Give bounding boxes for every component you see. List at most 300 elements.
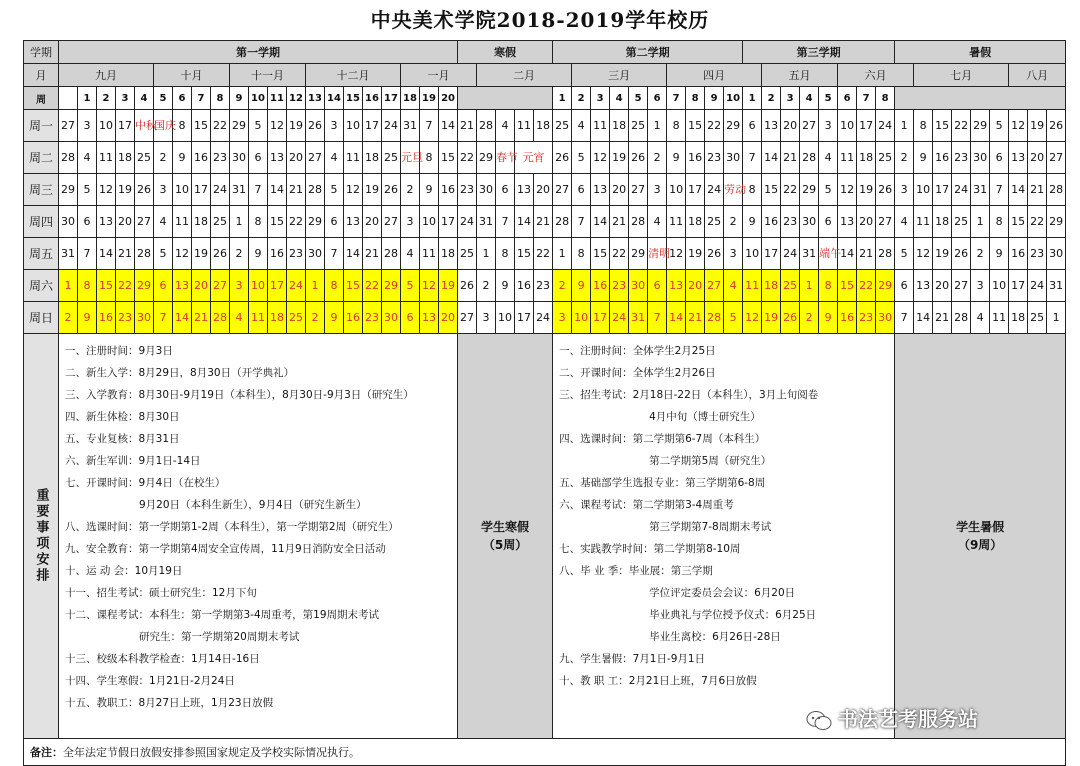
- day-cell: 18: [192, 206, 211, 238]
- day-cell: 22: [781, 174, 800, 206]
- day-cell: 2: [477, 270, 496, 302]
- day-cell: 14: [914, 302, 933, 334]
- day-cell: 9: [667, 142, 686, 174]
- month-header-row: [24, 64, 1066, 87]
- day-cell: 23: [857, 302, 876, 334]
- winter-vacation-note: [458, 334, 553, 739]
- month-may: 五月: [762, 64, 838, 87]
- summer-title: 学生暑假: [956, 520, 1005, 534]
- summer-vacation-note: [895, 334, 1066, 739]
- day-cell: 22: [857, 270, 876, 302]
- day-cell: 6: [990, 142, 1009, 174]
- day-cell: 15: [515, 238, 534, 270]
- day-cell: 27: [952, 270, 971, 302]
- week-number: 1: [553, 87, 572, 110]
- day-cell: 24: [534, 302, 553, 334]
- day-cell: 26: [1047, 110, 1066, 142]
- week-number: 4: [610, 87, 629, 110]
- day-cell: 9: [173, 142, 192, 174]
- day-cell: 13: [838, 206, 857, 238]
- week-number: 17: [382, 87, 401, 110]
- week-number: 2: [97, 87, 116, 110]
- month-aug: 八月: [1009, 64, 1066, 87]
- note-line: 9月20日（本科生新生），9月4日（研究生新生）: [139, 499, 367, 511]
- day-cell: 5: [990, 110, 1009, 142]
- week-number: 5: [819, 87, 838, 110]
- holiday-cell: 国庆: [154, 110, 173, 142]
- day-cell: 3: [895, 174, 914, 206]
- day-cell: 13: [762, 110, 781, 142]
- day-cell: 15: [192, 110, 211, 142]
- day-cell: 1: [306, 270, 325, 302]
- day-cell: 7: [990, 174, 1009, 206]
- day-cell: 26: [781, 302, 800, 334]
- day-cell: 25: [781, 270, 800, 302]
- day-cell: 27: [800, 110, 819, 142]
- day-cell: 20: [116, 206, 135, 238]
- day-cell: 5: [249, 110, 268, 142]
- week-number: 1: [78, 87, 97, 110]
- day-cell: 28: [553, 206, 572, 238]
- day-cell: 28: [800, 142, 819, 174]
- day-cell: 26: [705, 238, 724, 270]
- day-cell: 1: [971, 206, 990, 238]
- note-line: 毕业生离校：6月26日-28日: [649, 631, 781, 643]
- week-number: 13: [306, 87, 325, 110]
- day-cell: 30: [1047, 238, 1066, 270]
- day-cell: 11: [420, 238, 439, 270]
- day-cell: 30: [629, 270, 648, 302]
- weekday-label: 周日: [24, 302, 59, 334]
- day-cell: 8: [914, 110, 933, 142]
- holiday-cell: 劳动: [724, 174, 743, 206]
- day-cell: 28: [629, 206, 648, 238]
- week-number: 20: [439, 87, 458, 110]
- day-cell: 3: [325, 110, 344, 142]
- month-jul: 七月: [914, 64, 1009, 87]
- note-line: 一、注册时间：全体学生2月25日: [559, 345, 716, 357]
- day-cell: 24: [610, 302, 629, 334]
- day-cell: 26: [553, 142, 572, 174]
- day-cell: 14: [439, 110, 458, 142]
- day-cell: 28: [705, 302, 724, 334]
- day-cell: 20: [534, 174, 553, 206]
- day-cell: 29: [477, 142, 496, 174]
- day-cell: 16: [97, 302, 116, 334]
- page-title: 中央美术学院2018-2019学年校历: [370, 8, 710, 32]
- note-line: 五、专业复核：8月31日: [65, 433, 180, 445]
- day-cell: 30: [382, 302, 401, 334]
- day-cell: 7: [572, 206, 591, 238]
- day-cell: 31: [230, 174, 249, 206]
- day-cell: 21: [363, 238, 382, 270]
- month-jan: 一月: [401, 64, 477, 87]
- day-cell: 26: [458, 270, 477, 302]
- day-cell: 2: [553, 270, 572, 302]
- day-cell: 2: [724, 206, 743, 238]
- day-cell: 4: [325, 142, 344, 174]
- day-cell: 17: [933, 174, 952, 206]
- day-cell: 29: [230, 110, 249, 142]
- day-cell: 23: [952, 142, 971, 174]
- day-cell: 18: [363, 142, 382, 174]
- note-line: 一、注册时间：9月3日: [65, 345, 173, 357]
- day-cell: 27: [876, 206, 895, 238]
- day-cell: 25: [553, 110, 572, 142]
- month-oct: 十月: [154, 64, 230, 87]
- day-cell: 30: [800, 206, 819, 238]
- day-cell: 29: [800, 174, 819, 206]
- day-cell: 21: [116, 238, 135, 270]
- day-cell: 18: [686, 206, 705, 238]
- day-cell: 18: [439, 238, 458, 270]
- day-cell: 16: [439, 174, 458, 206]
- term3-header: 第三学期: [743, 41, 895, 64]
- day-cell: 5: [154, 238, 173, 270]
- day-cell: 9: [496, 270, 515, 302]
- day-cell: 4: [230, 302, 249, 334]
- day-cell: 19: [857, 174, 876, 206]
- day-cell: 28: [306, 174, 325, 206]
- day-cell: 28: [59, 142, 78, 174]
- day-cell: 20: [857, 206, 876, 238]
- week-number: 7: [857, 87, 876, 110]
- note-line: 八、选课时间：第一学期第1-2周（本科生），第一学期第2周（研究生）: [65, 521, 399, 533]
- day-cell: 25: [1028, 302, 1047, 334]
- day-cell: 12: [420, 270, 439, 302]
- day-cell: 22: [458, 142, 477, 174]
- month-nov: 十一月: [230, 64, 306, 87]
- month-apr: 四月: [667, 64, 762, 87]
- day-cell: 31: [477, 206, 496, 238]
- note-line: 4月中旬（博士研究生）: [649, 411, 761, 423]
- day-cell: 8: [572, 238, 591, 270]
- day-cell: 11: [990, 302, 1009, 334]
- watermark-text: 书法艺考服务站: [838, 707, 978, 731]
- note-line: 学位评定委员会会议：6月20日: [649, 587, 796, 599]
- day-cell: 7: [895, 302, 914, 334]
- week-lead-blank: [59, 87, 78, 110]
- day-cell: 4: [724, 270, 743, 302]
- day-cell: 28: [952, 302, 971, 334]
- day-cell: 26: [135, 174, 154, 206]
- note-line: 十一、招生考试：硕士研究生：12月下旬: [65, 587, 257, 599]
- month-jun: 六月: [838, 64, 914, 87]
- day-cell: 18: [1009, 302, 1028, 334]
- day-cell: 27: [629, 174, 648, 206]
- day-cell: 4: [895, 206, 914, 238]
- day-cell: 29: [306, 206, 325, 238]
- day-cell: 19: [439, 270, 458, 302]
- day-cell: 12: [838, 174, 857, 206]
- note-line: 三、入学教育：8月30日-9月19日（本科生），8月30日-9月3日（研究生）: [65, 389, 414, 401]
- day-cell: 29: [135, 270, 154, 302]
- day-cell: 11: [838, 142, 857, 174]
- day-cell: 10: [743, 238, 762, 270]
- day-cell: 11: [591, 110, 610, 142]
- day-cell: 8: [990, 206, 1009, 238]
- day-cell: 24: [458, 206, 477, 238]
- day-cell: 21: [534, 206, 553, 238]
- day-cell: 23: [705, 142, 724, 174]
- footer-note: [24, 739, 1066, 766]
- day-cell: 17: [515, 302, 534, 334]
- day-cell: 7: [78, 238, 97, 270]
- note-line: 四、新生体检：8月30日: [65, 411, 180, 423]
- day-cell: 19: [287, 110, 306, 142]
- day-cell: 11: [249, 302, 268, 334]
- day-cell: 16: [838, 302, 857, 334]
- footer-row: [24, 739, 1066, 766]
- day-cell: 23: [363, 302, 382, 334]
- day-cell: 4: [401, 238, 420, 270]
- day-cell: 15: [838, 270, 857, 302]
- day-cell: 30: [59, 206, 78, 238]
- day-cell: 1: [230, 206, 249, 238]
- day-cell: 2: [971, 238, 990, 270]
- day-cell: 28: [135, 238, 154, 270]
- day-cell: 9: [78, 302, 97, 334]
- day-cell: 19: [686, 238, 705, 270]
- note-line: 九、学生暑假：7月1日-9月1日: [559, 653, 706, 665]
- day-cell: 12: [1009, 110, 1028, 142]
- day-cell: 19: [192, 238, 211, 270]
- summer-week-blank: [895, 87, 1066, 110]
- day-cell: 2: [154, 142, 173, 174]
- week-number: 6: [648, 87, 667, 110]
- day-cell: 18: [116, 142, 135, 174]
- day-cell: 17: [686, 174, 705, 206]
- day-cell: 1: [477, 238, 496, 270]
- day-cell: 6: [819, 206, 838, 238]
- day-rows: [24, 110, 1066, 334]
- day-cell: 25: [211, 206, 230, 238]
- day-row: [24, 110, 1066, 142]
- day-cell: 15: [762, 174, 781, 206]
- day-cell: 6: [572, 174, 591, 206]
- day-cell: 10: [496, 302, 515, 334]
- day-cell: 25: [705, 206, 724, 238]
- day-cell: 9: [819, 302, 838, 334]
- day-cell: 28: [1047, 174, 1066, 206]
- day-cell: 8: [325, 270, 344, 302]
- day-cell: 12: [97, 174, 116, 206]
- day-cell: 13: [420, 302, 439, 334]
- day-cell: 5: [819, 174, 838, 206]
- day-cell: 6: [496, 174, 515, 206]
- day-cell: 20: [933, 270, 952, 302]
- day-cell: 1: [800, 270, 819, 302]
- day-cell: 7: [249, 174, 268, 206]
- day-cell: 29: [59, 174, 78, 206]
- day-cell: 14: [344, 238, 363, 270]
- day-cell: 31: [629, 302, 648, 334]
- day-cell: 13: [268, 142, 287, 174]
- day-cell: 2: [59, 302, 78, 334]
- winter-weeks: （5周）: [482, 538, 528, 552]
- day-cell: 11: [173, 206, 192, 238]
- day-cell: 26: [306, 110, 325, 142]
- day-cell: 21: [686, 302, 705, 334]
- note-line: 毕业典礼与学位授予仪式：6月25日: [649, 609, 817, 621]
- term2-term3-notes: [553, 334, 895, 739]
- day-cell: 7: [420, 110, 439, 142]
- day-cell: 12: [344, 174, 363, 206]
- day-cell: 15: [268, 206, 287, 238]
- day-cell: 14: [762, 142, 781, 174]
- day-cell: 11: [344, 142, 363, 174]
- footer-text: 全年法定节假日放假安排参照国家规定及学校实际情况执行。: [63, 746, 360, 759]
- summer-header: 暑假: [895, 41, 1066, 64]
- day-cell: 28: [477, 110, 496, 142]
- holiday-cell: 清明: [648, 238, 667, 270]
- day-cell: 20: [610, 174, 629, 206]
- day-cell: 8: [667, 110, 686, 142]
- day-cell: 24: [781, 238, 800, 270]
- day-cell: 10: [249, 270, 268, 302]
- day-cell: 17: [268, 270, 287, 302]
- day-cell: 25: [287, 302, 306, 334]
- week-number: 7: [667, 87, 686, 110]
- week-number: 3: [116, 87, 135, 110]
- day-cell: 24: [1028, 270, 1047, 302]
- day-cell: 24: [952, 174, 971, 206]
- day-cell: 9: [743, 206, 762, 238]
- day-cell: 30: [477, 174, 496, 206]
- day-cell: 14: [591, 206, 610, 238]
- note-line: 二、新生入学：8月29日，8月30日（开学典礼）: [65, 367, 295, 379]
- month-dec: 十二月: [306, 64, 401, 87]
- day-cell: 17: [857, 110, 876, 142]
- day-cell: 17: [363, 110, 382, 142]
- day-cell: 27: [553, 174, 572, 206]
- day-cell: 16: [591, 270, 610, 302]
- day-cell: 20: [287, 142, 306, 174]
- day-cell: 16: [686, 142, 705, 174]
- day-cell: 10: [344, 110, 363, 142]
- week-number: 5: [629, 87, 648, 110]
- day-row: [24, 238, 1066, 270]
- xueqi-label: 学期: [24, 41, 59, 64]
- day-cell: 30: [876, 302, 895, 334]
- weekday-label: 周二: [24, 142, 59, 174]
- week-number: 15: [344, 87, 363, 110]
- day-cell: 24: [287, 270, 306, 302]
- day-cell: 2: [648, 142, 667, 174]
- note-line: 十、运 动 会：10月19日: [65, 565, 183, 577]
- day-cell: 9: [325, 302, 344, 334]
- day-cell: 23: [781, 206, 800, 238]
- day-cell: 4: [572, 110, 591, 142]
- day-cell: 22: [534, 238, 553, 270]
- day-cell: 16: [762, 206, 781, 238]
- day-cell: 8: [496, 238, 515, 270]
- day-cell: 8: [173, 110, 192, 142]
- day-cell: 25: [135, 142, 154, 174]
- weekday-label: 周六: [24, 270, 59, 302]
- day-cell: 31: [800, 238, 819, 270]
- week-number: 2: [762, 87, 781, 110]
- day-cell: 4: [971, 302, 990, 334]
- note-line: 七、实践教学时间：第二学期第8-10周: [559, 543, 741, 555]
- day-cell: 15: [97, 270, 116, 302]
- week-number: 14: [325, 87, 344, 110]
- day-cell: 20: [192, 270, 211, 302]
- day-cell: 20: [1028, 142, 1047, 174]
- day-cell: 3: [401, 206, 420, 238]
- day-cell: 31: [1047, 270, 1066, 302]
- week-number: 4: [135, 87, 154, 110]
- weekday-label: 周三: [24, 174, 59, 206]
- note-line: 五、基础部学生选报专业：第三学期第6-8周: [559, 477, 766, 489]
- day-cell: 17: [192, 174, 211, 206]
- day-cell: 8: [78, 270, 97, 302]
- day-cell: 18: [534, 110, 553, 142]
- day-cell: 13: [667, 270, 686, 302]
- day-cell: 1: [59, 270, 78, 302]
- week-number: 11: [268, 87, 287, 110]
- day-cell: 27: [306, 142, 325, 174]
- winter-title: 学生寒假: [481, 520, 530, 534]
- day-cell: 10: [667, 174, 686, 206]
- day-cell: 17: [1009, 270, 1028, 302]
- day-cell: 27: [135, 206, 154, 238]
- day-cell: 22: [952, 110, 971, 142]
- day-cell: 14: [667, 302, 686, 334]
- month-feb: 二月: [477, 64, 572, 87]
- day-cell: 26: [629, 142, 648, 174]
- day-cell: 31: [971, 174, 990, 206]
- day-cell: 22: [705, 110, 724, 142]
- day-cell: 11: [97, 142, 116, 174]
- day-cell: 4: [496, 110, 515, 142]
- day-cell: 25: [458, 238, 477, 270]
- day-cell: 6: [325, 206, 344, 238]
- day-cell: 23: [211, 142, 230, 174]
- day-cell: 1: [1047, 302, 1066, 334]
- day-cell: 8: [743, 174, 762, 206]
- day-cell: 4: [154, 206, 173, 238]
- day-row: [24, 302, 1066, 334]
- day-cell: 30: [135, 302, 154, 334]
- day-cell: 14: [173, 302, 192, 334]
- holiday-cell: 中秋: [135, 110, 154, 142]
- note-line: 十三、校级本科教学检查：1月14日-16日: [65, 653, 260, 665]
- day-cell: 26: [876, 174, 895, 206]
- day-cell: 7: [154, 302, 173, 334]
- day-cell: 11: [667, 206, 686, 238]
- holiday-cell: 元宵: [515, 142, 553, 174]
- day-cell: 19: [363, 174, 382, 206]
- day-cell: 15: [591, 238, 610, 270]
- day-cell: 26: [211, 238, 230, 270]
- day-cell: 1: [553, 238, 572, 270]
- day-cell: 1: [648, 110, 667, 142]
- day-cell: 5: [572, 142, 591, 174]
- week-number: 9: [230, 87, 249, 110]
- school-calendar-table: [23, 40, 1066, 766]
- day-cell: 24: [876, 110, 895, 142]
- day-cell: 2: [401, 174, 420, 206]
- week-number: 2: [572, 87, 591, 110]
- day-cell: 16: [1009, 238, 1028, 270]
- day-cell: 6: [249, 142, 268, 174]
- day-cell: 3: [648, 174, 667, 206]
- day-cell: 10: [838, 110, 857, 142]
- day-cell: 30: [306, 238, 325, 270]
- day-cell: 18: [762, 270, 781, 302]
- day-cell: 6: [78, 206, 97, 238]
